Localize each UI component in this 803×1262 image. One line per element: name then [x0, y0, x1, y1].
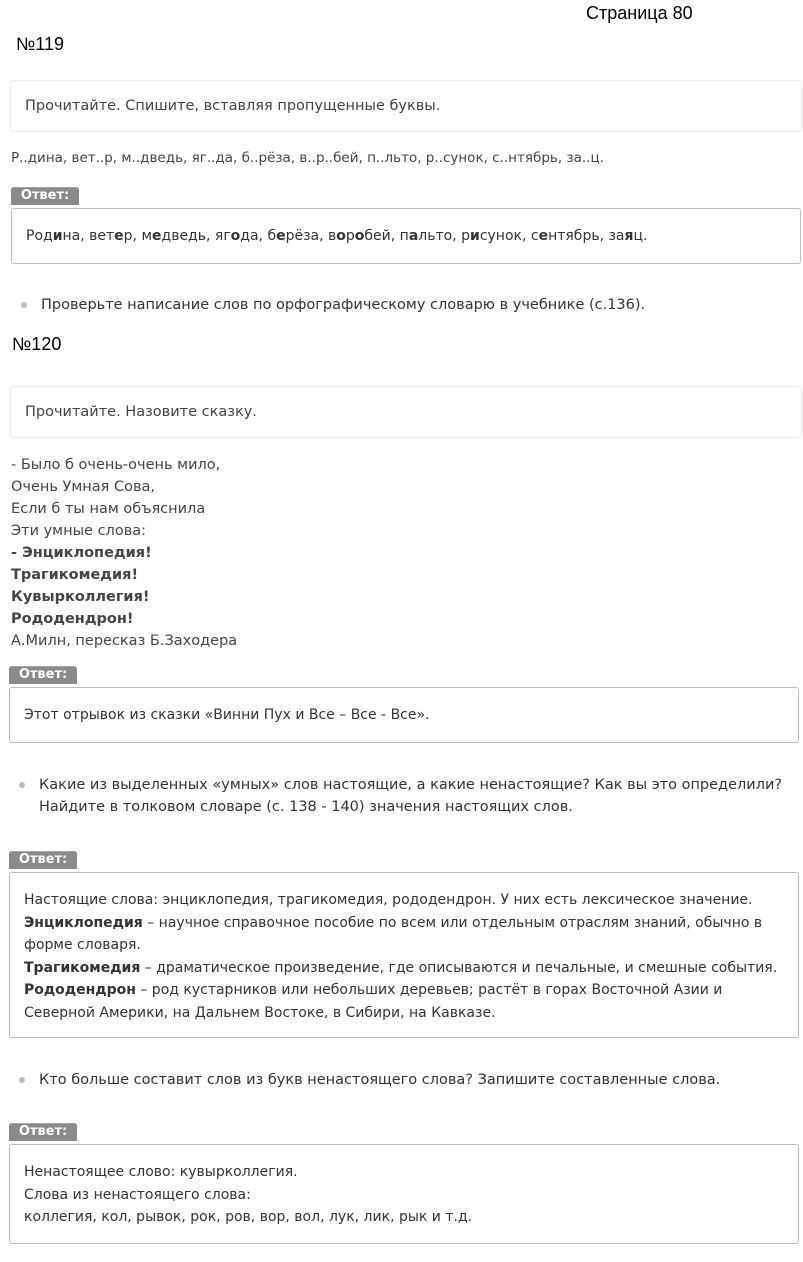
bullet-text: Кто больше составит слов из букв ненастоящего слова? Запишите составленные слова. [39, 1072, 721, 1088]
inserted-letter: е [538, 228, 549, 244]
answer-tab[interactable]: Ответ: [9, 666, 77, 684]
bullet-item [19, 1069, 794, 1091]
exercise-number-119: №119 [16, 34, 65, 54]
poem-line-bold: Рододендрон! [11, 611, 134, 627]
bullet-text-line: Найдите в толковом словаре (с. 138 - 140) значения настоящих слов. [39, 799, 573, 815]
task-text: Прочитайте. Назовите сказку. [25, 404, 257, 420]
bullet-item [19, 774, 794, 818]
inserted-letter: а [408, 228, 419, 244]
bullet-text-line: Какие из выделенных «умных» слов настоящие, а какие ненастоящие? Как вы это определили? [39, 777, 783, 793]
answer-segment: сунок, с [479, 228, 539, 244]
answer-tab[interactable]: Ответ: [11, 187, 79, 205]
poem-line: Очень Умная Сова, [11, 479, 156, 495]
answer-line [24, 979, 784, 1002]
bullet-text: Проверьте написание слов по орфографическому словарю в учебнике (с.136). [41, 297, 646, 313]
answer-box-120-1 [9, 687, 799, 743]
definition: – драматическое произведение, где описываются и печальные, и смешные события. [140, 959, 778, 976]
inserted-letter: о [354, 228, 365, 244]
definition: – научное справочное пособие по всем или отдельным отраслям знаний, обычно в [142, 914, 763, 931]
answer-line [24, 957, 784, 980]
inserted-letter: и [52, 228, 63, 244]
task-box-120 [10, 386, 802, 438]
inserted-letter: е [114, 228, 124, 244]
answer-segment: дведь, яг [161, 228, 231, 244]
answer-segment: Род [26, 228, 53, 244]
poem [11, 454, 237, 652]
answer-tab[interactable]: Ответ: [9, 851, 77, 869]
missing-letters-words: Р..дина, вет..р, м..дведь, яг..да, б..рёза, в..р..бей, п..льто, р..сунок, с..нтябрь, за..ц. [11, 150, 604, 166]
answer-segment: р [345, 228, 355, 244]
answer-text: Этот отрывок из сказки «Винни Пух и Все – Все - Все». [24, 707, 430, 723]
poem-line: - Было б очень-очень мило, [11, 457, 221, 473]
task-text: Прочитайте. Спишите, вставляя пропущенные буквы. [25, 98, 441, 114]
term: Трагикомедия [24, 959, 141, 976]
poem-author: А.Милн, пересказ Б.Заходера [11, 633, 238, 649]
answer-line: форме словаря. [24, 937, 141, 953]
page-number: Страница 80 [586, 3, 693, 23]
poem-line-bold: Трагикомедия! [11, 567, 139, 583]
bullet-dot-icon [19, 1077, 25, 1083]
inserted-letter: и [470, 228, 480, 244]
answer-segment: на, вет [62, 228, 115, 244]
answer-box-119 [11, 208, 801, 264]
poem-line: Если б ты нам объяснила [11, 501, 206, 517]
answer-segment: да, б [240, 228, 277, 244]
answer-line: Северной Америки, на Дальнем Востоке, в Сибири, на Кавказе. [24, 1004, 496, 1021]
poem-line-bold: - Энциклопедия! [11, 545, 152, 561]
definition: – род кустарников или небольших деревьев; растёт в горах Восточной Азии и [135, 982, 723, 998]
term: Энциклопедия [24, 914, 143, 931]
bullet-dot-icon [19, 782, 25, 788]
answer-segment: бей, п [364, 228, 409, 244]
exercise-number-120: №120 [12, 334, 62, 354]
answer-segment: ц. [633, 228, 648, 244]
inserted-letter: о [230, 228, 241, 244]
term: Рододендрон [24, 982, 136, 998]
answer-text [26, 228, 648, 244]
answer-box-120-3 [9, 1144, 799, 1244]
bullet-text [39, 774, 782, 818]
answer-segment: льто, р [418, 228, 470, 244]
bullet-item [21, 294, 791, 316]
answer-line: Слова из ненастоящего слова: [24, 1186, 251, 1203]
answer-segment: рёза, в [285, 228, 337, 244]
answer-line: Настоящие слова: энциклопедия, трагикомедия, рододендрон. У них есть лексическое значение. [24, 892, 753, 908]
answer-segment: нтябрь, за [548, 228, 625, 244]
answer-line: коллегия, кол, рывок, рок, ров, вор, вол, лук, лик, рык и т.д. [24, 1209, 473, 1225]
answer-tab[interactable]: Ответ: [9, 1123, 77, 1141]
answer-segment: р, м [123, 228, 153, 244]
answer-line: Ненастоящее слово: кувырколлегия. [24, 1164, 298, 1180]
answer-box-120-2 [9, 872, 799, 1038]
inserted-letter: е [276, 228, 286, 244]
poem-line-bold: Кувырколлегия! [11, 589, 150, 605]
answer-line [24, 912, 784, 935]
inserted-letter: о [336, 228, 346, 244]
inserted-letter: е [152, 228, 162, 244]
inserted-letter: я [624, 228, 634, 244]
poem-line: Эти умные слова: [11, 523, 147, 539]
bullet-dot-icon [21, 302, 27, 308]
task-box-119 [10, 80, 802, 132]
